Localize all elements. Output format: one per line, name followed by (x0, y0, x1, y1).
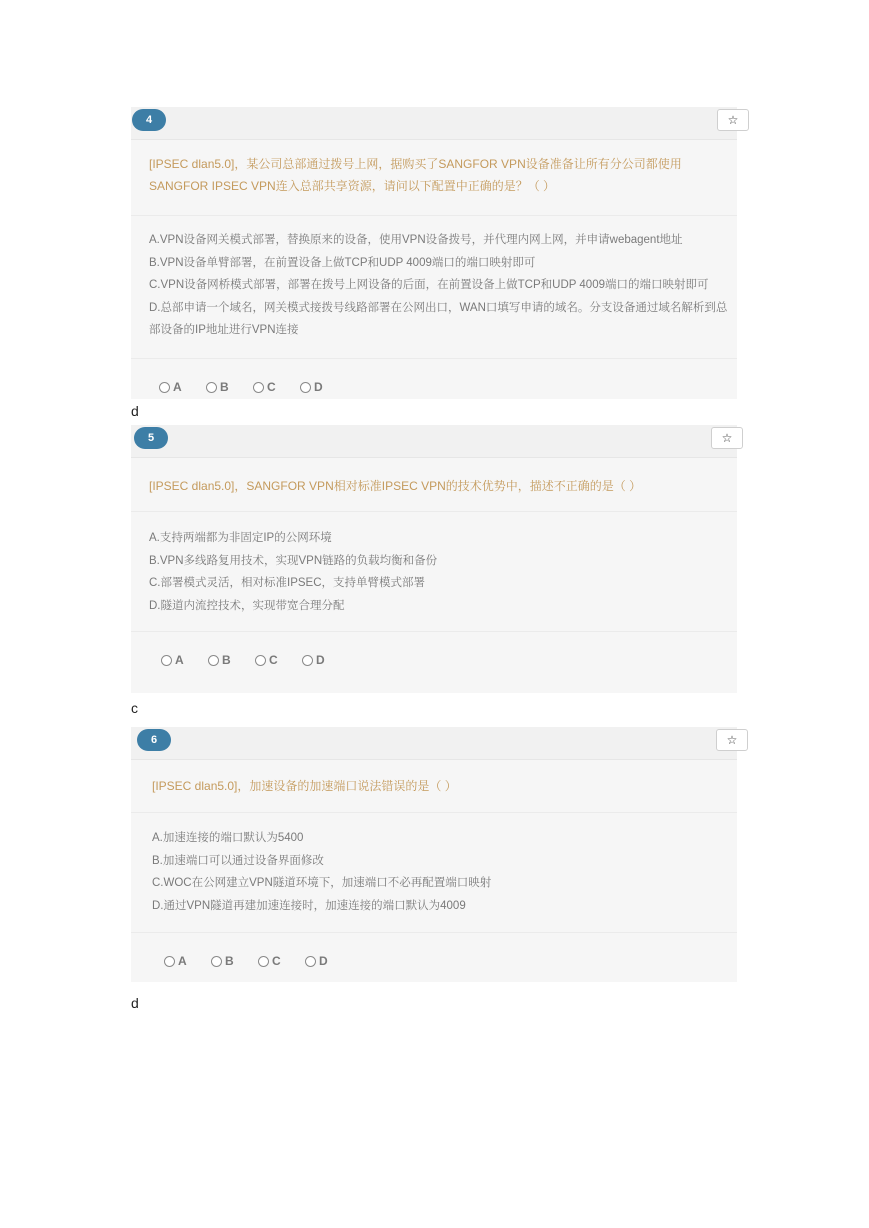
favorite-star-button[interactable]: ☆ (717, 109, 749, 131)
options-list (149, 527, 729, 617)
question-header (131, 425, 737, 458)
option-d: D.隧道内流控技术，实现带宽合理分配 (149, 599, 345, 612)
divider (131, 631, 737, 632)
choice-b[interactable]: B (211, 954, 258, 968)
favorite-star-button[interactable]: ☆ (716, 729, 748, 751)
divider (131, 215, 737, 216)
radio-icon[interactable] (255, 655, 266, 666)
question-number-badge: 5 (134, 427, 168, 449)
radio-icon[interactable] (159, 382, 170, 393)
question-number-badge: 4 (132, 109, 166, 131)
answer-text: d (131, 403, 139, 419)
radio-icon[interactable] (302, 655, 313, 666)
choice-row (161, 653, 349, 667)
option-a: A.VPN设备网关模式部署，替换原来的设备，使用VPN设备拨号，并代理内网上网，并申请webagent地址 (149, 234, 683, 246)
choice-row (164, 954, 352, 968)
radio-icon[interactable] (208, 655, 219, 666)
question-header (131, 107, 737, 140)
options-list (149, 229, 729, 342)
divider (131, 511, 737, 512)
option-c: C.WOC在公网建立VPN隧道环境下，加速端口不必再配置端口映射 (152, 877, 492, 889)
question-card-4 (131, 107, 737, 399)
radio-icon[interactable] (300, 382, 311, 393)
answer-text: d (131, 995, 139, 1011)
radio-icon[interactable] (253, 382, 264, 393)
choice-d[interactable]: D (300, 380, 347, 394)
answer-text: c (131, 700, 138, 716)
option-d: D.总部申请一个域名，网关模式接拨号线路部署在公网出口，WAN口填写申请的域名。分支设备通过域名解析到总部设备的IP地址进行VPN连接 (149, 301, 728, 336)
question-card-5 (131, 425, 737, 693)
choice-a[interactable]: A (161, 653, 208, 667)
question-header (131, 727, 737, 760)
option-b: B.VPN设备单臂部署，在前置设备上做TCP和UDP 4009端口的端口映射即可 (149, 256, 536, 269)
choice-c[interactable]: C (253, 380, 300, 394)
option-b: B.VPN多线路复用技术，实现VPN链路的负载均衡和备份 (149, 554, 438, 567)
question-number-badge: 6 (137, 729, 171, 751)
choice-c[interactable]: C (255, 653, 302, 667)
option-d: D.通过VPN隧道再建加速连接时，加速连接的端口默认为4009 (152, 899, 466, 912)
question-text: [IPSEC dlan5.0]，某公司总部通过拨号上网，据购买了SANGFOR VPN设备准备让所有分公司都使用SANGFOR IPSEC VPN连入总部共享资源，请问以下配置中正确的是？（ ） (149, 157, 682, 193)
choice-row (159, 380, 347, 394)
divider (131, 812, 737, 813)
question-text: [IPSEC dlan5.0]，加速设备的加速端口说法错误的是（ ） (152, 779, 457, 793)
choice-c[interactable]: C (258, 954, 305, 968)
favorite-star-button[interactable]: ☆ (711, 427, 743, 449)
option-b: B.加速端口可以通过设备界面修改 (152, 854, 324, 867)
divider (131, 358, 737, 359)
choice-a[interactable]: A (159, 380, 206, 394)
choice-b[interactable]: B (206, 380, 253, 394)
radio-icon[interactable] (161, 655, 172, 666)
choice-a[interactable]: A (164, 954, 211, 968)
radio-icon[interactable] (305, 956, 316, 967)
choice-b[interactable]: B (208, 653, 255, 667)
radio-icon[interactable] (164, 956, 175, 967)
option-a: A.支持两端都为非固定IP的公网环境 (149, 532, 332, 544)
question-card-6 (131, 727, 737, 982)
question-text: [IPSEC dlan5.0]，SANGFOR VPN相对标准IPSEC VPN的技术优势中，描述不正确的是（ ） (149, 479, 642, 493)
radio-icon[interactable] (206, 382, 217, 393)
option-a: A.加速连接的端口默认为5400 (152, 832, 304, 844)
divider (131, 932, 737, 933)
radio-icon[interactable] (258, 956, 269, 967)
options-list (152, 827, 729, 917)
choice-d[interactable]: D (305, 954, 352, 968)
option-c: C.VPN设备网桥模式部署，部署在拨号上网设备的后面，在前置设备上做TCP和UDP 4009端口的端口映射即可 (149, 279, 709, 291)
option-c: C.部署模式灵活，相对标准IPSEC，支持单臂模式部署 (149, 577, 426, 589)
radio-icon[interactable] (211, 956, 222, 967)
choice-d[interactable]: D (302, 653, 349, 667)
